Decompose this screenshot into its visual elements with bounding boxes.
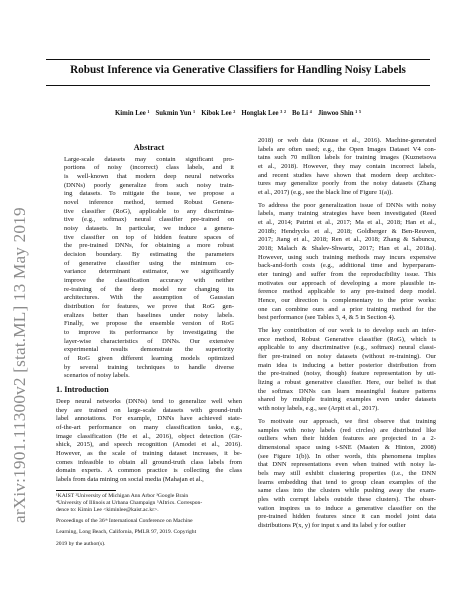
text-line: best performance (see Tables 3, 4, & 5 in Section 4). xyxy=(258,314,396,322)
paper-title: Robust Inference via Generative Classifiers for Handling Noisy Labels xyxy=(70,64,406,76)
text-line: experimental results demonstrate the superiority xyxy=(64,346,234,354)
text-line: et al., 2017) (e.g., see the black line of Figure 1(a)). xyxy=(258,189,393,197)
text-line: ing datasets. To mitigate the issue, we propose a xyxy=(64,190,234,198)
introduction-heading: 1. Introduction xyxy=(56,385,109,395)
text-line: The key contribution of our work is to develop such an infer- xyxy=(258,327,436,335)
text-line: tive classifier (RoG), applicable to any discrimina- xyxy=(64,207,234,215)
text-line: Proceedings of the 36ᵗʰ International Conference on Machine xyxy=(56,518,193,525)
text-line: of generative classifier using the minimum co- xyxy=(64,259,234,267)
text-line: the softmax DNNs can learn meaningful feature patterns xyxy=(258,387,436,395)
author-name: Honglak Lee ³ ² xyxy=(241,110,287,117)
text-line: ference method applicable to any pre-trained deep model. xyxy=(258,288,436,296)
text-line: samples with noisy labels (red circles) are distributed like xyxy=(258,426,436,434)
text-line: fier pre-trained on noisy datasets (without re-training). Our xyxy=(258,353,436,361)
text-line: applicable to any discriminative (e.g., softmax) neural classi- xyxy=(258,344,436,352)
text-line: tive classifier on top of hidden feature spaces of xyxy=(64,233,234,241)
affiliation-footnote xyxy=(56,493,242,515)
text-line: to improve its performance by investigating the xyxy=(64,329,234,337)
text-line: pre-trained hidden features since it can model joint data xyxy=(258,513,436,521)
author-name: Kimin Lee ¹ xyxy=(114,110,150,117)
text-line: learns embedding that tend to group clean examples of the xyxy=(258,478,436,486)
text-line: noisy datasets. In particular, we induce a genera- xyxy=(64,225,234,233)
text-line: To address the poor generalization issue of DNNs with noisy xyxy=(258,201,436,209)
text-line: architectures. With the assumption of Gaussian xyxy=(64,294,234,302)
author-name: Sukmin Yun ¹ xyxy=(155,110,196,117)
text-line: the pre-trained DNNs, for obtaining a more robust xyxy=(64,242,234,250)
text-line: scenarios of noisy labels. xyxy=(64,372,130,380)
text-line: labels, many training strategies have been investigated (Reed xyxy=(258,210,436,218)
text-line: dence to: Kimin Lee <kiminlee@kaist.ac.kr>. xyxy=(56,506,159,513)
text-line: by several training techniques to handle diverse xyxy=(64,363,234,371)
introduction-body xyxy=(56,398,242,485)
text-line: they are trained on large-scale datasets with ground-truth xyxy=(56,406,242,414)
text-line: the pre-trained (noisy, though) feature representation by uti- xyxy=(258,370,436,378)
text-line: novel inference method, termed Robust Genera- xyxy=(64,199,234,207)
abstract-heading: Abstract xyxy=(133,143,165,152)
text-line: eralizes better than baselines under noisy labels. xyxy=(64,311,234,319)
text-line: Learning, Long Beach, California, PMLR 97, 2019. Copyright xyxy=(56,529,197,536)
text-line: Finally, we propose the ensemble version of RoG xyxy=(64,320,234,328)
text-line: 2018; Malach & Shalev-Shwartz, 2017; Han et al., 2018a). xyxy=(258,245,436,253)
text-line: domain experts. A common practice is collecting the class xyxy=(56,467,242,475)
intro-paragraph xyxy=(258,202,436,323)
text-line: Deep neural networks (DNNs) tend to generalize well when xyxy=(56,397,242,405)
intro-paragraph xyxy=(258,418,436,531)
text-line: bels may still exhibit clustering properties (i.e., the DNN xyxy=(258,469,436,477)
text-line: distributions P(x, y) for input x and its label y for outlier xyxy=(258,521,406,529)
text-line: 2019 by the author(s). xyxy=(56,540,106,547)
text-line: tures may generalize poorly from the noisy datasets (Zhang xyxy=(258,180,436,188)
text-line: Large-scale datasets may contain significant pro- xyxy=(64,155,234,163)
footnote-rule xyxy=(56,490,116,491)
text-line: shared by multiple training examples even under datasets xyxy=(258,396,436,404)
text-line: of RoG given different learning models optimized xyxy=(64,355,234,363)
intro-paragraph xyxy=(258,137,436,198)
text-line: image classification (He et al., 2016), object detection (Gir- xyxy=(56,432,242,440)
proceedings-note xyxy=(56,518,242,548)
text-line: is well-known that modern deep neural networks xyxy=(64,173,234,181)
text-line: improve the classification accuracy with neither xyxy=(64,277,234,285)
text-line: shick, 2015), and speech recognition (Amodei et al., 2016). xyxy=(56,441,242,449)
arxiv-identifier: arXiv:1901.11300v2 [stat.ML] 13 May 2019 xyxy=(10,207,29,523)
title-bottom-rule xyxy=(46,85,430,86)
intro-paragraph xyxy=(258,327,436,414)
text-line: layer-wise characteristics of DNNs. Our extensive xyxy=(64,337,234,345)
author-name: Bo Li ⁴ xyxy=(292,110,312,117)
title-top-rule xyxy=(46,59,430,60)
arxiv-stamp xyxy=(6,68,36,523)
text-line: However, using such training methods may incurs expensive xyxy=(258,253,436,261)
abstract-body xyxy=(56,156,242,381)
text-line: 2018) or web data (Krause et al., 2016). Machine-generated xyxy=(258,137,436,144)
text-line: dimensional space using t-SNE (Maaten & Hinton, 2008) xyxy=(258,443,436,451)
text-line: Hence, our direction is complementary to the prior works: xyxy=(258,297,436,305)
text-line: ence method, Robust Generative classifier (RoG), which is xyxy=(258,335,436,343)
text-line: tive (e.g., softmax) neural classifier pre-trained on xyxy=(64,216,234,224)
text-line: 2017; Jiang et al., 2018; Ren et al., 2018; Zhang & Sabuncu, xyxy=(258,236,436,244)
text-line: same class into the clusters while pushing away the exam- xyxy=(258,487,436,495)
text-line: 2018b; Hendrycks et al., 2018; Goldberger & Ben-Reuven, xyxy=(258,227,436,235)
text-line: that DNN representations even when trained with noisy la- xyxy=(258,461,436,469)
text-line: et al., 2018). However, they may contain incorrect labels, xyxy=(258,163,436,171)
author-name: Jinwoo Shin ¹ ⁵ xyxy=(317,110,361,117)
text-line: vation inspires us to induce a generative classifier on the xyxy=(258,504,436,512)
text-line: main idea is inducing a better posterior distribution from xyxy=(258,361,436,369)
author-list xyxy=(46,110,430,117)
text-line: labels are often used; e.g., the Open Images Dataset V4 con- xyxy=(258,145,436,153)
text-line: et al., 2014; Patrini et al., 2017; Ma et al., 2018; Han et al., xyxy=(258,219,436,227)
right-column xyxy=(258,137,436,531)
text-line: and recent studies have shown that modern deep architec- xyxy=(258,171,436,179)
text-line: tains such 70 million labels for training images (Kuznetsova xyxy=(258,154,436,162)
text-line: (see Figure 1(b)). In other words, this phenomena implies xyxy=(258,452,436,460)
text-line: lizing a robust generative classifier. Here, our belief is that xyxy=(258,379,436,387)
text-line: labels from data mining on social media (Mahajan et al., xyxy=(56,475,204,483)
text-line: of-the-art performance on many classification tasks, e.g., xyxy=(56,423,242,431)
text-line: motivates our approach of developing a more plausible in- xyxy=(258,279,436,287)
text-line: (DNNs) poorly generalize from such noisy train- xyxy=(64,181,234,189)
text-line: variance determinant estimator, we significantly xyxy=(64,268,234,276)
text-line: ¹KAIST ²University of Michigan Ann Arbor ³Google Brain xyxy=(56,492,189,499)
text-line: ples with corrupt labels outside these clusters). The obser- xyxy=(258,495,436,503)
text-line: label annotations. For example, DNNs have achieved state- xyxy=(56,415,242,423)
text-line: distribution for features, we prove that RoG gen- xyxy=(64,303,234,311)
left-column xyxy=(56,143,242,548)
text-line: comes infeasible to obtain all ground-truth class labels from xyxy=(56,458,242,466)
text-line: ⁴University of Illinois at Urbana Champaign ⁵AItrics. Correspon- xyxy=(56,499,203,506)
text-line: re-training of the deep model nor changing its xyxy=(64,285,234,293)
text-line: one can combine ours and a prior training method for the xyxy=(258,305,436,313)
text-line: with noisy labels, e.g., see (Arpit et al., 2017). xyxy=(258,405,379,413)
text-line: back-and-forth costs (e.g., additional time and hyperparam- xyxy=(258,262,436,270)
text-line: decision boundary. By estimating the parameters xyxy=(64,251,234,259)
author-name: Kibok Lee ² xyxy=(201,110,236,117)
text-line: To motivate our approach, we first observe that training xyxy=(258,417,436,425)
text-line: eter tuning) and suffer from the reproducibility issue. This xyxy=(258,271,436,279)
text-line: However, as the scale of training dataset increases, it be- xyxy=(56,449,242,457)
text-line: portions of noisy (incorrect) class labels, and it xyxy=(64,164,234,172)
text-line: outliers when their hidden features are projected in a 2- xyxy=(258,435,436,443)
